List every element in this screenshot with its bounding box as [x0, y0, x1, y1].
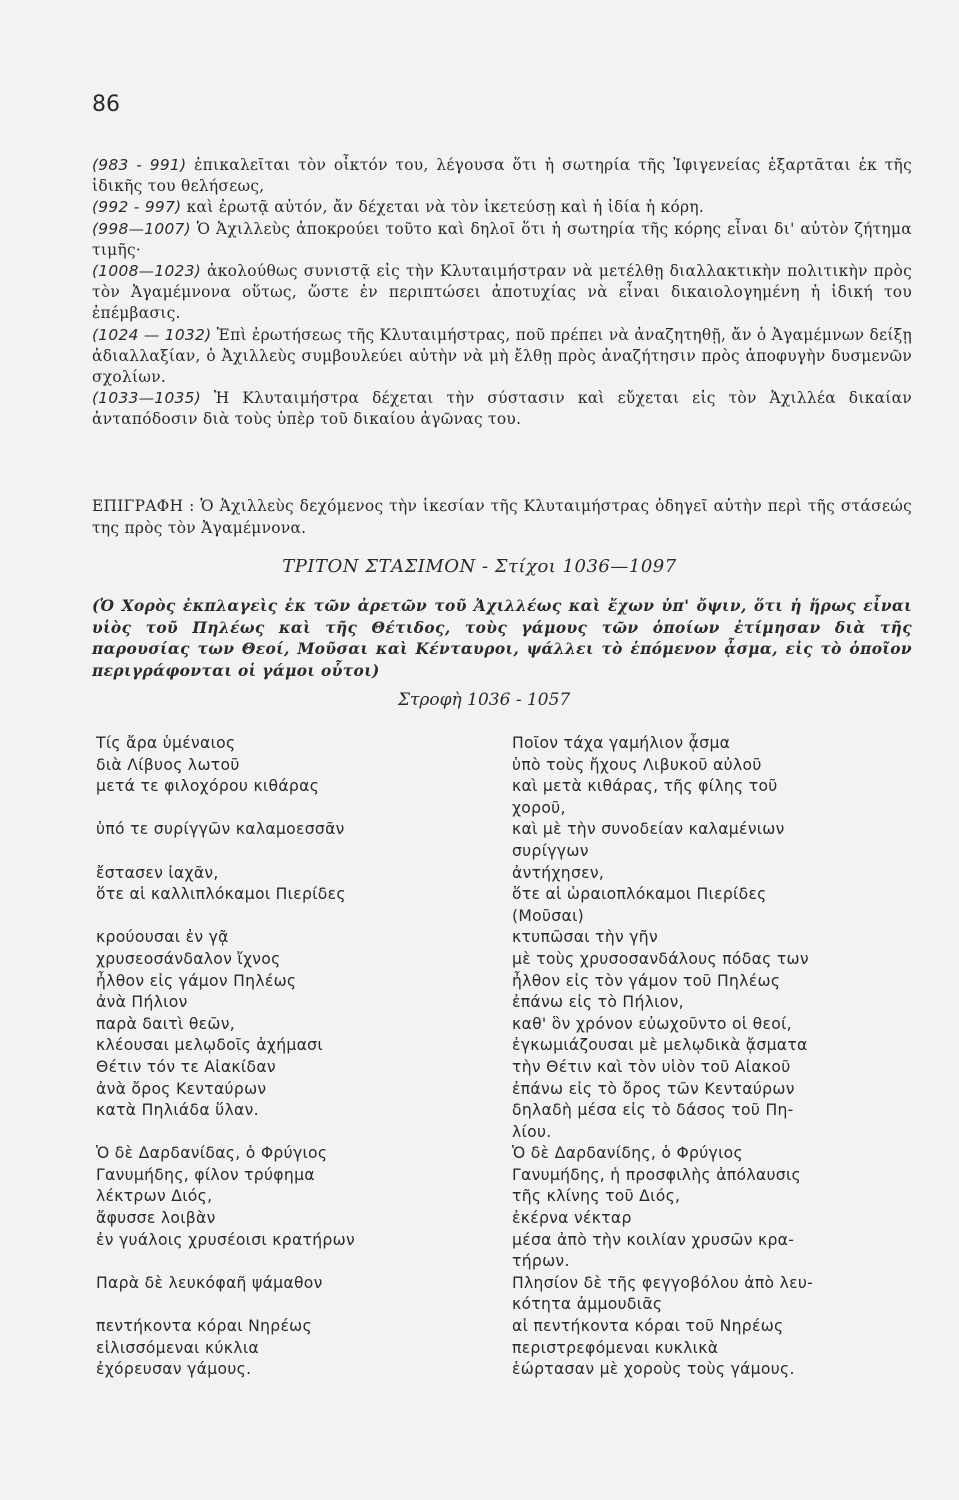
translation-line: ἐκέρνα νέκταρ — [512, 1209, 632, 1228]
ancient-verse-line: μετά τε φιλοχόρου κιθάρας — [96, 777, 320, 796]
translation-line: ὅτε αἱ ὡραιοπλόκαμοι Πιερίδες — [512, 885, 767, 904]
summary-text: Ἐπὶ ἐρωτήσεως τῆς Κλυταιμήστρας, ποῦ πρέπει νὰ ἀναζητηθῇ, ἄν ὁ Ἀγαμέμνων δείξῃ ἀδιαλλαξίαν, ὁ Ἀχιλλεὺς συμβουλεύει αὐτὴν νὰ μὴ ἔλθῃ πρὸς ἀναζήτησιν πρὸς ἀποφυγὴν δυσμενῶν σχολίων. — [92, 325, 912, 387]
summary-paragraph — [92, 325, 912, 389]
translation-line: ἐπάνω εἰς τὸ ὄρος τῶν Κενταύρων — [512, 1079, 795, 1098]
epigraph-label: ΕΠΙΓΡΑΦΗ : — [92, 497, 195, 515]
translation-line: ἀντήχησεν, — [512, 863, 605, 882]
translation-line: λίου. — [512, 1122, 552, 1141]
translation-line: Ὁ δὲ Δαρδανίδης, ὁ Φρύγιος — [512, 1144, 743, 1163]
translation-line: καθ' ὃν χρόνον εὐωχοῦντο οἱ θεοί, — [512, 1014, 792, 1033]
translation-line: κότητα ἀμμουδιᾶς — [512, 1295, 663, 1314]
ancient-verse-line — [96, 798, 496, 820]
ancient-verse-line — [96, 1251, 496, 1273]
translation-line: μέσα ἀπὸ τὴν κοιλίαν χρυσῶν κρα- — [512, 1230, 795, 1249]
summary-text: ἀκολούθως συνιστᾷ εἰς τὴν Κλυταιμήστραν νὰ μετέλθῃ διαλλακτικὴν πολιτικὴν πρὸς τὸν Ἀγαμέμνονα οὕτως, ὥστε ἐν περιπτώσει ἀποτυχίας νὰ εἶναι δικαιολογημένη ἡ ἰδική του ἐπέμβασις. — [92, 262, 912, 323]
translation-line: ἐγκωμιάζουσαι μὲ μελῳδικὰ ᾄσματα — [512, 1036, 808, 1055]
translation-line: (Μοῦσαι) — [512, 906, 585, 925]
verse-reference: (992 - 997) — [92, 198, 182, 217]
ancient-verse-line: Ὁ δὲ Δαρδανίδας, ὁ Φρύγιος — [96, 1144, 328, 1163]
verse-reference: (1033—1035) — [92, 389, 202, 408]
epigraph — [92, 496, 912, 539]
translation-line: περιστρεφόμεναι κυκλικὰ — [512, 1338, 719, 1357]
summary-paragraph — [92, 197, 912, 218]
ancient-text-column — [96, 733, 496, 1381]
translation-line: ὑπὸ τοὺς ἤχους Λιβυκοῦ αὐλοῦ — [512, 755, 762, 774]
translation-line: τὴν Θέτιν καὶ τὸν υἱὸν τοῦ Αἰακοῦ — [512, 1057, 791, 1076]
summary-paragraph — [92, 219, 912, 261]
verse-reference: (983 - 991) — [92, 156, 187, 174]
translation-line: Γανυμήδης, ἡ προσφιλὴς ἀπόλαυσις — [512, 1165, 801, 1184]
ancient-verse-line: ἄφυσσε λοιβὰν — [96, 1209, 216, 1228]
summary-section — [92, 155, 912, 431]
ancient-verse-line: ἔστασεν ἰαχᾶν, — [96, 863, 219, 882]
translation-line: καὶ μετὰ κιθάρας, τῆς φίλης τοῦ — [512, 777, 778, 796]
ancient-verse-line — [96, 906, 496, 928]
translation-line: ἑώρτασαν μὲ χοροὺς τοὺς γάμους. — [512, 1360, 795, 1379]
modern-translation-column — [512, 733, 932, 1381]
ancient-verse-line — [96, 841, 496, 863]
summary-paragraph — [92, 388, 912, 430]
ancient-verse-line: Παρὰ δὲ λευκόφαῆ ψάμαθον — [96, 1273, 323, 1292]
ancient-verse-line: ἐν γυάλοις χρυσέοισι κρατήρων — [96, 1230, 355, 1249]
translation-line: Ποῖον τάχα γαμήλιον ᾆσμα — [512, 734, 731, 752]
ancient-verse-line: ἀνὰ Πήλιον — [96, 993, 188, 1012]
verse-reference: (1024 — 1032) — [92, 325, 212, 344]
summary-text: καὶ ἐρωτᾷ αὐτόν, ἄν δέχεται νὰ τὸν ἱκετεύσῃ καὶ ἡ ἰδία ἡ κόρη. — [186, 198, 705, 217]
ancient-verse-line: ἦλθον εἰς γάμον Πηλέως — [96, 971, 297, 990]
summary-paragraph — [92, 155, 912, 197]
translation-line: αἱ πεντήκοντα κόραι τοῦ Νηρέως — [512, 1317, 784, 1336]
translation-line: συρίγγων — [512, 841, 589, 860]
ancient-verse-line — [96, 1122, 496, 1144]
translation-line: τήρων. — [512, 1252, 570, 1271]
ancient-verse-line: Γανυμήδης, φίλον τρύφημα — [96, 1165, 315, 1184]
summary-text: Ὁ Ἀχιλλεὺς ἀποκρούει τοῦτο καὶ δηλοῖ ὅτι ἡ σωτηρία τῆς κόρης εἶναι δι' αὐτὸν ζήτημα τιμῆς· — [92, 219, 912, 259]
ancient-verse-line: κρούουσαι ἐν γᾷ — [96, 928, 229, 947]
ancient-verse-line: Θέτιν τόν τε Αἰακίδαν — [96, 1057, 276, 1076]
translation-line: ἦλθον εἰς τὸν γάμον τοῦ Πηλέως — [512, 971, 781, 990]
epigraph-text: Ὁ Ἀχιλλεὺς δεχόμενος τὴν ἱκεσίαν τῆς Κλυταιμήστρας ὁδηγεῖ αὐτὴν περὶ τῆς στάσεώς της πρὸς τὸν Ἀγαμέμνονα. — [92, 497, 912, 537]
translation-line: ἐπάνω εἰς τὸ Πήλιον, — [512, 993, 684, 1012]
strophe-title: Στροφὴ 1036 - 1057 — [398, 690, 571, 710]
summary-text: Ἡ Κλυταιμήστρα δέχεται τὴν σύστασιν καὶ εὔχεται εἰς τὸν Ἀχιλλέα δικαίαν ἀνταπόδοσιν διὰ τοὺς ὑπὲρ τοῦ δικαίου ἀγῶνας του. — [92, 389, 912, 429]
ancient-verse-line: ἀνὰ ὄρος Κενταύρων — [96, 1079, 267, 1098]
summary-text: ἐπικαλεῖται τὸν οἶκτόν του, λέγουσα ὅτι ἡ σωτηρία τῆς Ἰφιγενείας ἐξαρτᾶται ἐκ τῆς ἰδικῆς του θελήσεως, — [92, 156, 912, 196]
translation-line: καὶ μὲ τὴν συνοδείαν καλαμένιων — [512, 820, 785, 839]
ancient-verse-line: κλέουσαι μελῳδοῖς ἀχήμασι — [96, 1036, 323, 1055]
verse-reference: (998—1007) — [92, 219, 191, 238]
ancient-verse-line: κατὰ Πηλιάδα ὕλαν. — [96, 1101, 259, 1120]
stasimon-title: ΤΡΙΤΟΝ ΣΤΑΣΙΜΟΝ - Στίχοι 1036—1097 — [282, 556, 677, 577]
ancient-verse-line: Τίς ἄρα ὑμέναιος — [96, 734, 236, 752]
page-number: 86 — [92, 92, 120, 117]
ancient-verse-line: παρὰ δαιτὶ θεῶν, — [96, 1014, 236, 1033]
summary-paragraph — [92, 261, 912, 325]
ancient-verse-line — [96, 1294, 496, 1316]
translation-line: δηλαδὴ μέσα εἰς τὸ δάσος τοῦ Πη- — [512, 1101, 794, 1120]
ancient-verse-line: εἱλισσόμεναι κύκλια — [96, 1338, 259, 1357]
ancient-verse-line: πεντήκοντα κόραι Νηρέως — [96, 1317, 312, 1336]
translation-line: κτυπῶσαι τὴν γῆν — [512, 928, 659, 947]
translation-line: μὲ τοὺς χρυσοσανδάλους πόδας των — [512, 949, 809, 968]
ancient-verse-line: ἐχόρευσαν γάμους. — [96, 1360, 252, 1379]
ancient-verse-line: διὰ Λίβυος λωτοῦ — [96, 755, 240, 774]
translation-line: Πλησίον δὲ τῆς φεγγοβόλου ἀπὸ λευ- — [512, 1273, 814, 1292]
chorus-note: (Ὁ Χορὸς ἐκπλαγεὶς ἐκ τῶν ἀρετῶν τοῦ Ἀχιλλέως καὶ ἔχων ὑπ' ὄψιν, ὅτι ἡ ἥρως εἶναι υἱὸς τοῦ Πηλέως καὶ τῆς Θέτιδος, τοὺς γάμους τῶν ὁποίων ἐτίμησαν διὰ τῆς παρουσίας των Θεοί, Μοῦσαι καὶ Κένταυροι, ψάλλει τὸ ἑπόμενον ᾆσμα, εἰς τὸ ὁποῖον περιγράφονται οἱ γάμοι οὗτοι) — [92, 597, 912, 680]
ancient-verse-line: ὑπό τε συρίγγῶν καλαμοεσσᾶν — [96, 820, 345, 839]
translation-line: τῆς κλίνης τοῦ Διός, — [512, 1187, 681, 1206]
ancient-verse-line: λέκτρων Διός, — [96, 1187, 213, 1206]
ancient-verse-line: ὅτε αἱ καλλιπλόκαμοι Πιερίδες — [96, 885, 346, 904]
verse-reference: (1008—1023) — [92, 262, 202, 281]
translation-line: χοροῦ, — [512, 798, 566, 817]
ancient-verse-line: χρυσεοσάνδαλον ἴχνος — [96, 949, 281, 968]
